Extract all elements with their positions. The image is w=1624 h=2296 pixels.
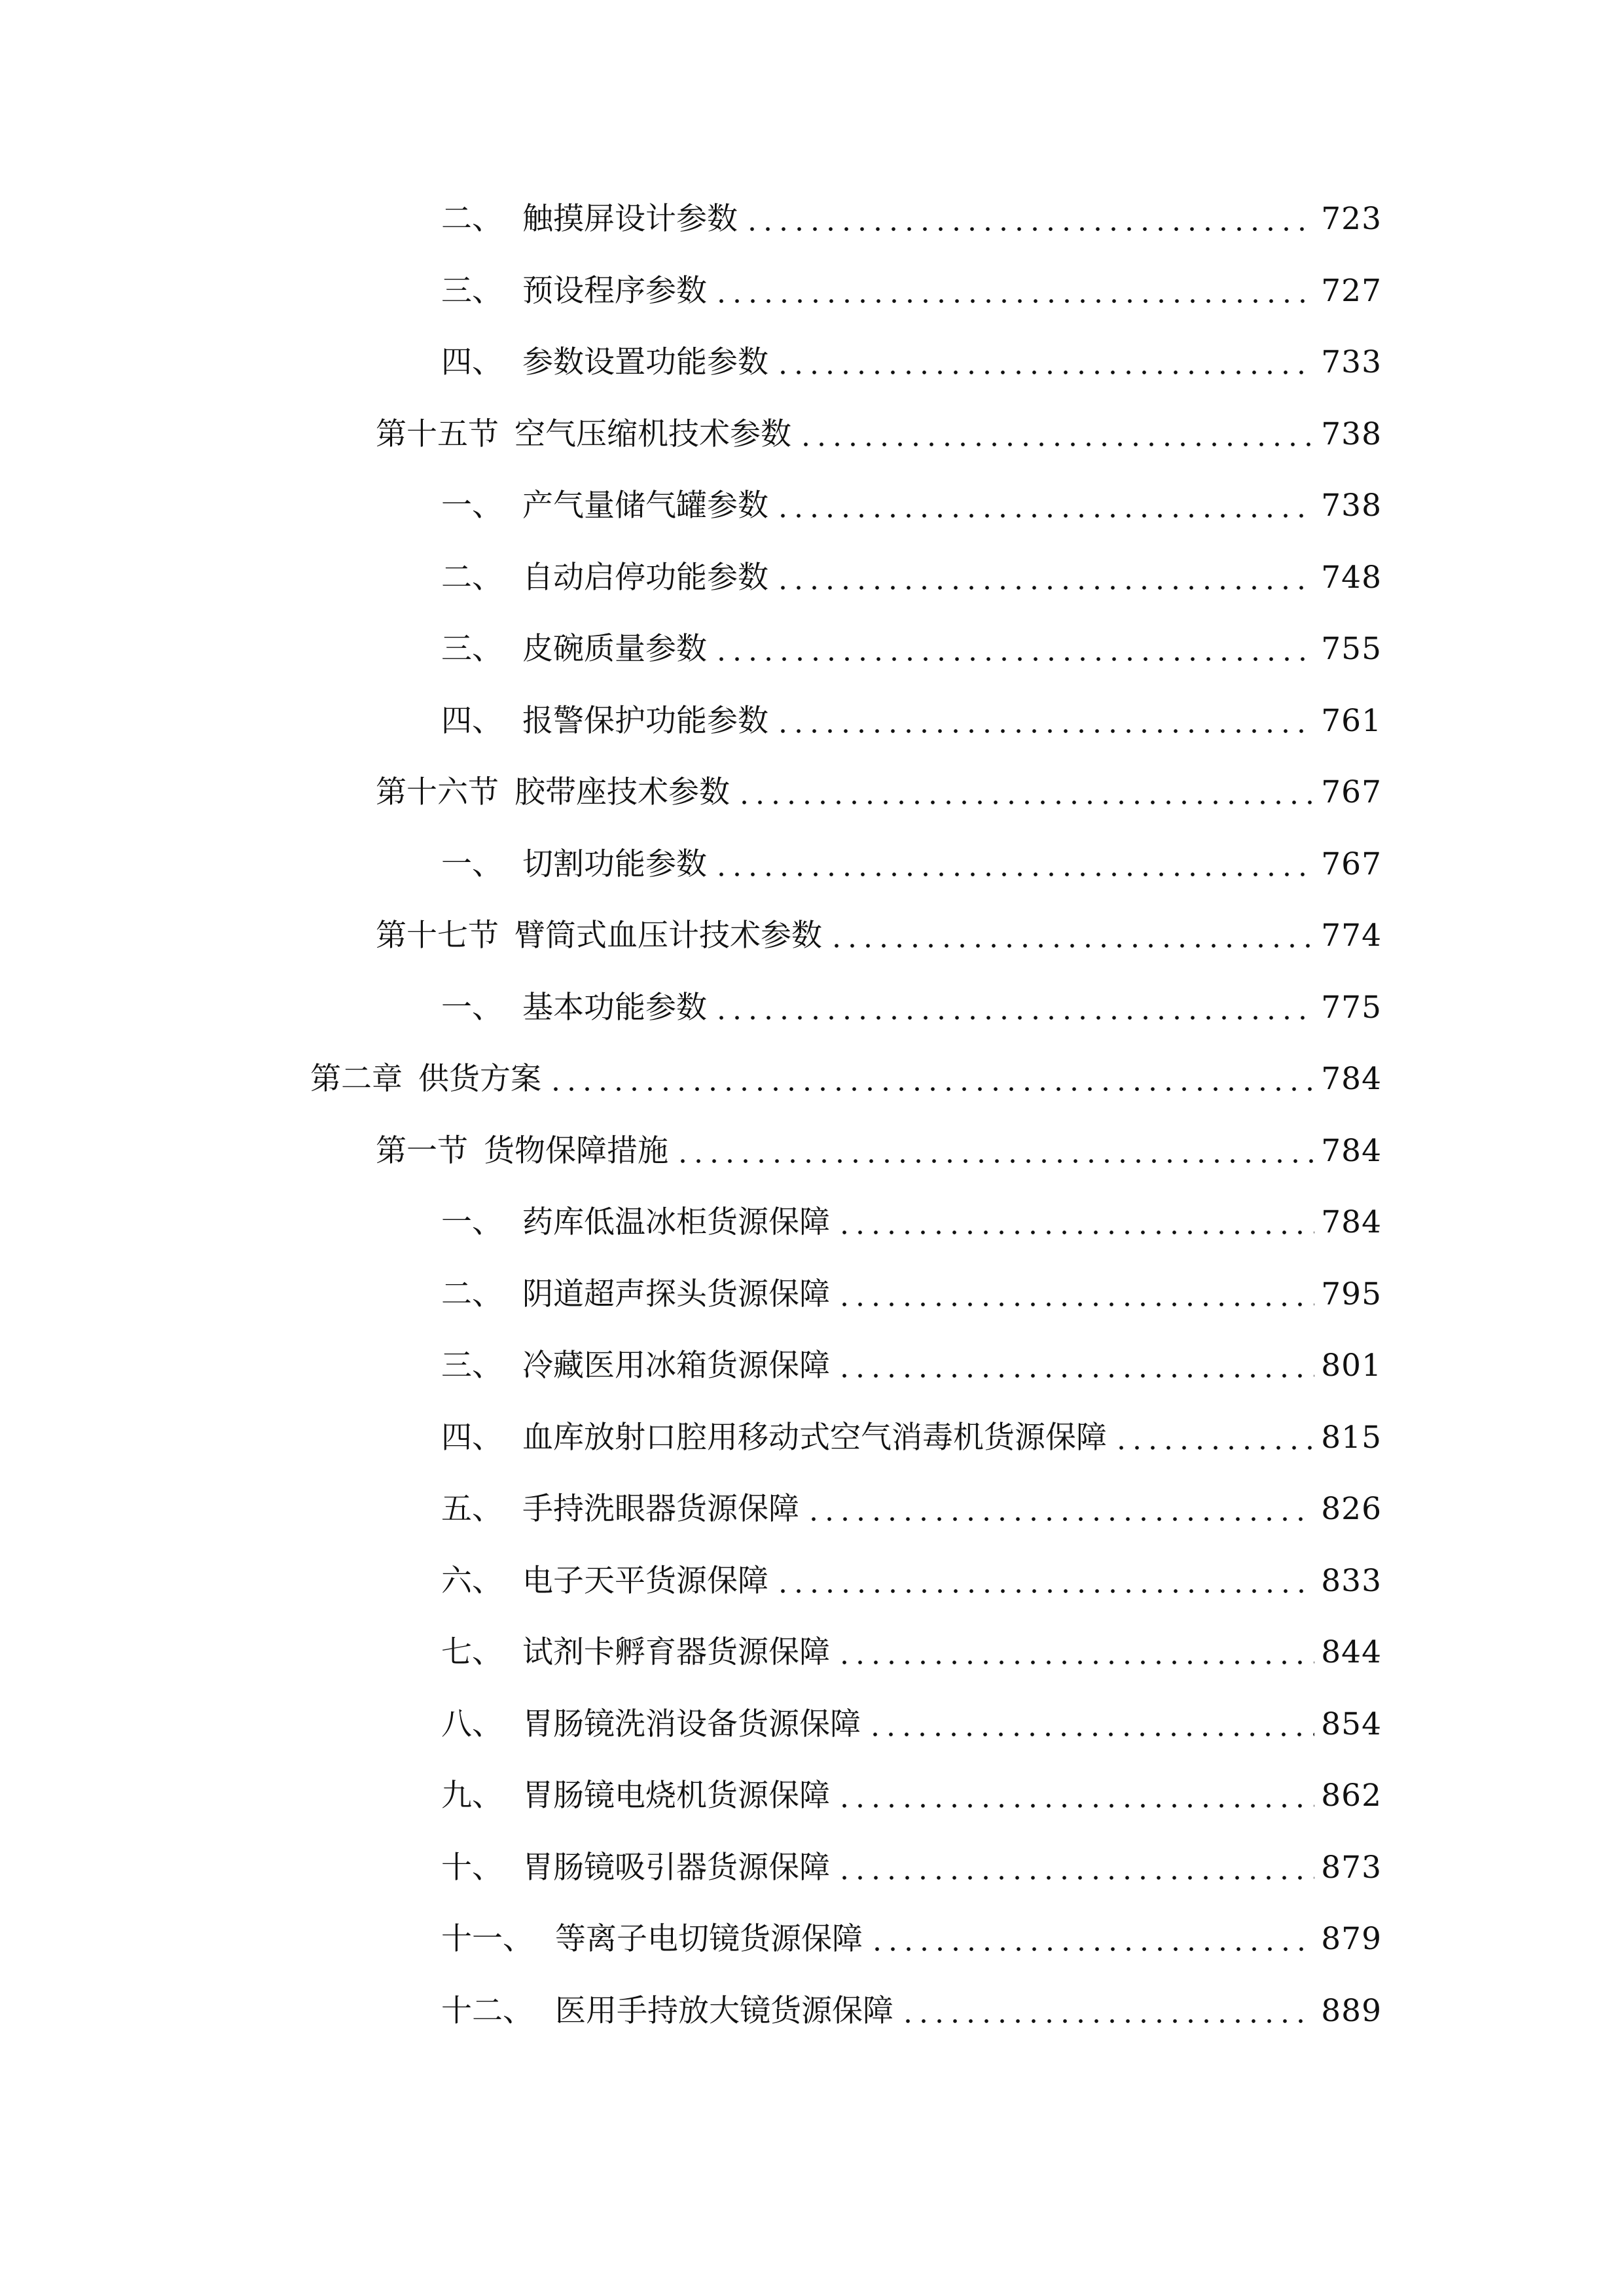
toc-entry[interactable]: [441, 695, 1382, 747]
entry-page-number: 733: [1321, 344, 1382, 380]
toc-entry[interactable]: [441, 265, 1382, 317]
entry-title: 血库放射口腔用移动式空气消毒机货源保障: [522, 1420, 1107, 1456]
toc-entry[interactable]: [441, 1985, 1382, 2037]
entry-title: 等离子电切镜货源保障: [555, 1921, 863, 1957]
entry-title: 胃肠镜吸引器货源保障: [522, 1850, 830, 1886]
toc-entry[interactable]: [441, 1913, 1382, 1965]
toc-entry[interactable]: [376, 910, 1382, 962]
entry-title: 供货方案: [418, 1061, 541, 1097]
entry-title: 预设程序参数: [522, 273, 707, 309]
dot-leader: [1113, 1446, 1314, 1450]
toc-entry[interactable]: [441, 193, 1382, 245]
toc-entry[interactable]: [441, 552, 1382, 604]
dot-leader: [713, 872, 1314, 876]
dot-leader: [548, 1087, 1314, 1091]
dot-leader: [713, 657, 1314, 661]
entry-page-number: 775: [1321, 990, 1382, 1026]
toc-entry[interactable]: [376, 408, 1382, 461]
entry-number: 九、: [441, 1778, 503, 1814]
toc-entry[interactable]: [441, 1340, 1382, 1392]
entry-page-number: 784: [1321, 1133, 1382, 1169]
dot-leader: [798, 442, 1314, 446]
entry-number: 七、: [441, 1634, 503, 1670]
dot-leader: [837, 1230, 1314, 1234]
toc-entry[interactable]: [376, 766, 1382, 819]
entry-number: 八、: [441, 1706, 503, 1742]
dot-leader: [736, 800, 1314, 804]
entry-page-number: 723: [1321, 201, 1382, 237]
entry-number: 一、: [441, 1204, 503, 1240]
entry-title: 触摸屏设计参数: [522, 201, 738, 237]
dot-leader: [744, 227, 1314, 231]
entry-number: 十二、: [441, 1993, 533, 2029]
toc-entry[interactable]: [441, 1842, 1382, 1894]
entry-title: 手持洗眼器货源保障: [522, 1491, 799, 1527]
dot-leader: [775, 729, 1314, 733]
entry-title: 电子天平货源保障: [522, 1563, 768, 1599]
entry-page-number: 767: [1321, 846, 1382, 882]
entry-page-number: 784: [1321, 1061, 1382, 1097]
entry-number: 三、: [441, 273, 503, 309]
dot-leader: [775, 370, 1314, 374]
entry-title: 切割功能参数: [522, 846, 707, 882]
toc-entry[interactable]: [441, 838, 1382, 891]
dot-leader: [713, 299, 1314, 303]
entry-number: 五、: [441, 1491, 503, 1527]
entry-page-number: 879: [1321, 1921, 1382, 1957]
entry-page-number: 761: [1321, 703, 1382, 739]
entry-title: 试剂卡孵育器货源保障: [522, 1634, 830, 1670]
entry-number: 十一、: [441, 1921, 533, 1957]
entry-number: 一、: [441, 990, 503, 1026]
entry-page-number: 844: [1321, 1634, 1382, 1670]
entry-title: 自动启停功能参数: [522, 560, 768, 596]
entry-page-number: 795: [1321, 1276, 1382, 1312]
dot-leader: [837, 1374, 1314, 1378]
entry-title: 胶带座技术参数: [514, 774, 730, 810]
entry-page-number: 862: [1321, 1778, 1382, 1814]
entry-number: 二、: [441, 201, 503, 237]
entry-number: 十、: [441, 1850, 503, 1886]
toc-entry[interactable]: [441, 982, 1382, 1034]
entry-number: 三、: [441, 631, 503, 667]
dot-leader: [900, 2019, 1314, 2023]
dot-leader: [867, 1732, 1314, 1736]
entry-title: 胃肠镜电烧机货源保障: [522, 1778, 830, 1814]
entry-page-number: 889: [1321, 1993, 1382, 2029]
dot-leader: [713, 1016, 1314, 1020]
entry-title: 报警保护功能参数: [522, 703, 768, 739]
entry-title: 货物保障措施: [484, 1133, 668, 1169]
entry-page-number: 815: [1321, 1420, 1382, 1456]
entry-number: 第十五节: [376, 416, 499, 452]
entry-number: 第十七节: [376, 918, 499, 954]
entry-title: 药库低温冰柜货源保障: [522, 1204, 830, 1240]
entry-number: 六、: [441, 1563, 503, 1599]
entry-page-number: 854: [1321, 1706, 1382, 1742]
entry-page-number: 801: [1321, 1348, 1382, 1384]
dot-leader: [829, 944, 1314, 948]
entry-number: 四、: [441, 344, 503, 380]
entry-page-number: 748: [1321, 560, 1382, 596]
dot-leader: [806, 1517, 1314, 1521]
entry-page-number: 738: [1321, 416, 1382, 452]
entry-number: 三、: [441, 1348, 503, 1384]
entry-title: 胃肠镜洗消设备货源保障: [522, 1706, 861, 1742]
entry-number: 第十六节: [376, 774, 499, 810]
entry-page-number: 833: [1321, 1563, 1382, 1599]
entry-page-number: 738: [1321, 488, 1382, 524]
entry-title: 产气量储气罐参数: [522, 488, 768, 524]
toc-entry[interactable]: [441, 1483, 1382, 1535]
entry-number: 二、: [441, 560, 503, 596]
dot-leader: [775, 586, 1314, 590]
dot-leader: [675, 1159, 1314, 1163]
toc-entry[interactable]: [441, 1626, 1382, 1679]
toc-entry[interactable]: [441, 1268, 1382, 1321]
dot-leader: [775, 514, 1314, 518]
entry-title: 阴道超声探头货源保障: [522, 1276, 830, 1312]
toc-entry[interactable]: [441, 1555, 1382, 1607]
entry-number: 二、: [441, 1276, 503, 1312]
dot-leader: [837, 1804, 1314, 1808]
toc-entry[interactable]: [441, 1770, 1382, 1822]
toc-entry[interactable]: [441, 336, 1382, 389]
entry-page-number: 873: [1321, 1850, 1382, 1886]
entry-page-number: 774: [1321, 918, 1382, 954]
dot-leader: [869, 1947, 1314, 1951]
entry-number: 第一节: [376, 1133, 468, 1169]
entry-title: 臂筒式血压计技术参数: [514, 918, 822, 954]
dot-leader: [837, 1660, 1314, 1664]
entry-number: 一、: [441, 488, 503, 524]
entry-page-number: 767: [1321, 774, 1382, 810]
toc-entry[interactable]: [310, 1053, 1382, 1105]
entry-number: 第二章: [310, 1061, 403, 1097]
toc-entry[interactable]: [441, 623, 1382, 675]
entry-title: 基本功能参数: [522, 990, 707, 1026]
entry-page-number: 755: [1321, 631, 1382, 667]
dot-leader: [837, 1876, 1314, 1880]
entry-page-number: 826: [1321, 1491, 1382, 1527]
entry-title: 空气压缩机技术参数: [514, 416, 791, 452]
toc-entry[interactable]: [441, 1412, 1382, 1464]
toc-entry[interactable]: [441, 1698, 1382, 1751]
entry-title: 医用手持放大镜货源保障: [555, 1993, 893, 2029]
toc-entry[interactable]: [441, 1196, 1382, 1249]
dot-leader: [775, 1589, 1314, 1593]
entry-number: 四、: [441, 1420, 503, 1456]
dot-leader: [837, 1302, 1314, 1306]
entry-title: 皮碗质量参数: [522, 631, 707, 667]
entry-title: 参数设置功能参数: [522, 344, 768, 380]
entry-title: 冷藏医用冰箱货源保障: [522, 1348, 830, 1384]
entry-number: 四、: [441, 703, 503, 739]
entry-page-number: 727: [1321, 273, 1382, 309]
toc-entry[interactable]: [376, 1125, 1382, 1177]
entry-number: 一、: [441, 846, 503, 882]
toc-entry[interactable]: [441, 480, 1382, 532]
entry-page-number: 784: [1321, 1204, 1382, 1240]
